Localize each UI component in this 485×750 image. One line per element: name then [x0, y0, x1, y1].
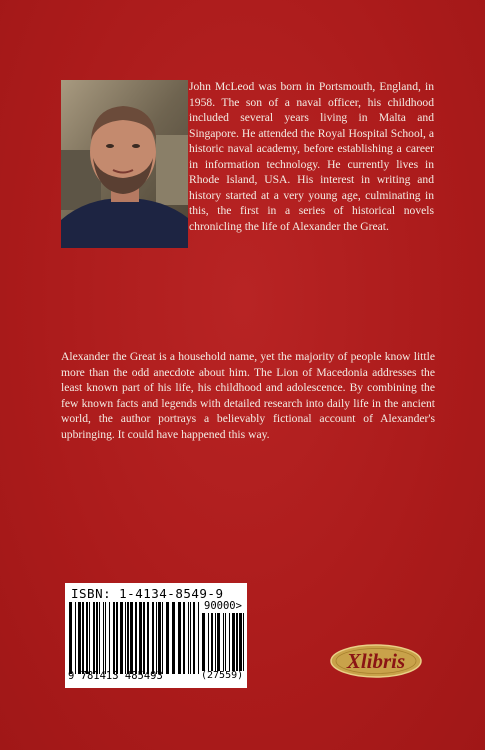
- barcode-bar: [208, 613, 209, 671]
- barcode-bar: [75, 602, 76, 674]
- ean-barcode-bars: [69, 602, 199, 674]
- addon-code: (27559): [201, 670, 244, 681]
- barcode-bar: [239, 613, 242, 671]
- barcode-bar: [166, 602, 169, 674]
- barcode-bar: [236, 613, 238, 671]
- barcode-bar: [158, 602, 161, 674]
- barcode-bar: [223, 613, 224, 671]
- barcode-bar: [190, 602, 191, 674]
- barcode-bar: [78, 602, 81, 674]
- author-photo: [61, 80, 188, 248]
- barcode-bar: [198, 602, 199, 674]
- barcode-bar: [125, 602, 126, 674]
- barcode-bar: [162, 602, 163, 674]
- barcode-bar: [109, 602, 110, 674]
- price-code: 90000>: [204, 600, 242, 612]
- isbn-label: ISBN: 1-4134-8549-9: [71, 586, 224, 601]
- barcode-bar: [188, 602, 189, 674]
- barcode-bar: [172, 602, 175, 674]
- barcode-bar: [116, 602, 118, 674]
- barcode-bar: [139, 602, 142, 674]
- barcode-bar: [127, 602, 129, 674]
- addon-barcode-bars: [202, 613, 244, 671]
- barcode-bar: [232, 613, 235, 671]
- barcode-bar: [86, 602, 88, 674]
- barcode-bar: [93, 602, 95, 674]
- barcode-bar: [183, 602, 185, 674]
- barcode-bar: [135, 602, 137, 674]
- book-blurb: Alexander the Great is a household name, yet the majority of people know little more than the odd anecdote about him. The Lion of Macedonia addresses the least known part of his life, his childhood and adolescence. By combining the few known facts and legends with detailed research into daily life in the ancient world, the author portrays a believably fictional account of Alexander's upbringing. It could have happened this way.: [61, 350, 435, 441]
- barcode-bar: [143, 602, 145, 674]
- barcode-bar: [82, 602, 84, 674]
- barcode-bar: [89, 602, 90, 674]
- barcode-bar: [152, 602, 154, 674]
- publisher-logo-text: Xlibris: [346, 649, 406, 673]
- barcode-bar: [96, 602, 98, 674]
- barcode-bar: [225, 613, 226, 671]
- barcode-bar: [193, 602, 195, 674]
- author-bio: John McLeod was born in Portsmouth, England, in 1958. The son of a naval officer, his childhood included several years living in Malta and Singapore. He attended the Royal Hospital School, a historic naval academy, before establishing a career in information technology. He currently lives in Rhode Island, USA. His interest in writing and history started at a very young age, culminating in this, the first in a series of historical novels chronicling the life of Alexander the Great.: [189, 80, 434, 233]
- isbn-barcode: [65, 583, 247, 688]
- barcode-bar: [113, 602, 115, 674]
- barcode-bar: [211, 613, 213, 671]
- barcode-bar: [202, 613, 205, 671]
- barcode-bar: [217, 613, 220, 671]
- ean-digits: 9 781413 485493: [68, 670, 163, 682]
- publisher-logo: [329, 643, 423, 679]
- barcode-bar: [156, 602, 157, 674]
- barcode-bar: [243, 613, 244, 671]
- barcode-bar: [215, 613, 216, 671]
- barcode-bar: [178, 602, 181, 674]
- barcode-bar: [229, 613, 230, 671]
- barcode-bar: [105, 602, 106, 674]
- barcode-bar: [120, 602, 123, 674]
- barcode-bar: [99, 602, 100, 674]
- barcode-bar: [103, 602, 104, 674]
- barcode-bar: [69, 602, 72, 674]
- barcode-bar: [130, 602, 133, 674]
- barcode-bar: [147, 602, 149, 674]
